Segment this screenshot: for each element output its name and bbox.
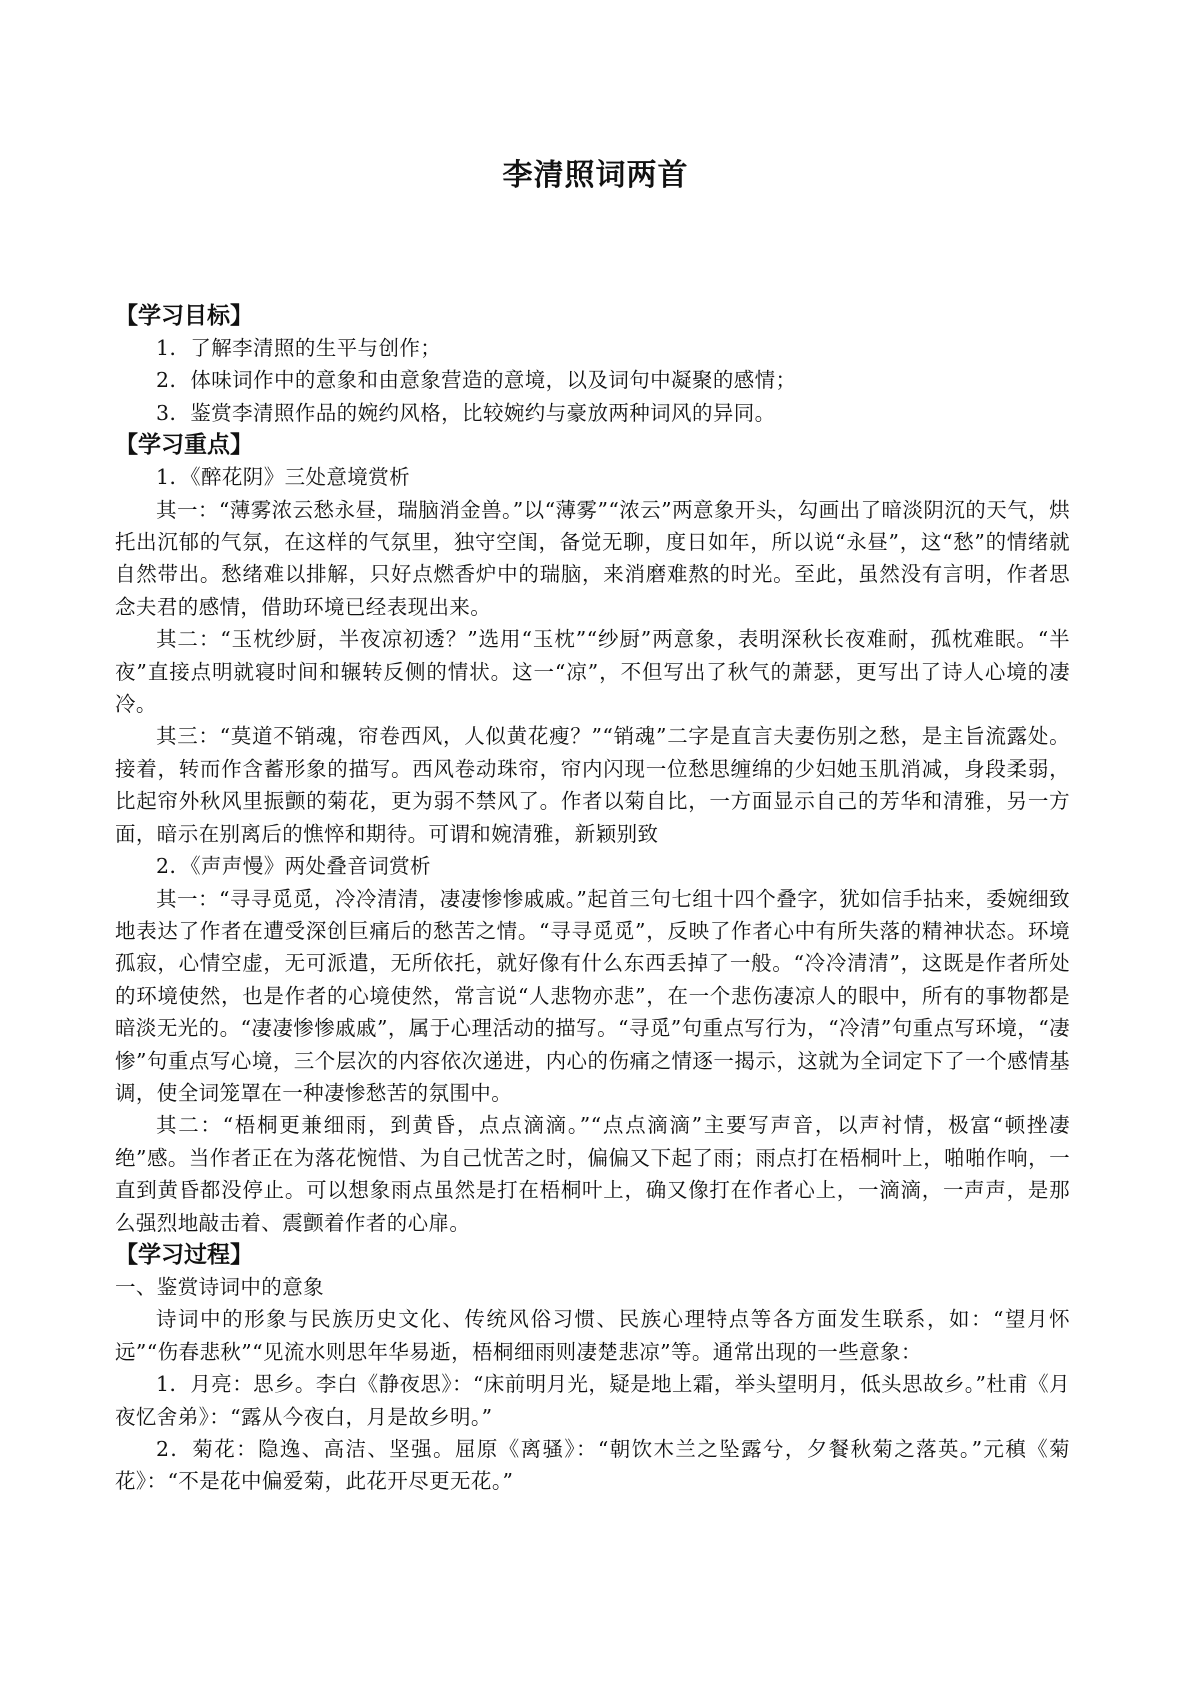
focus-paragraph: 其二：“玉枕纱厨，半夜凉初透？”选用“玉枕”“纱厨”两意象，表明深秋长夜难耐，孤枕难眠。“半夜”直接点明就寝时间和辗转反侧的情状。这一“凉”，不但写出了秋气的萧瑟，更写出了诗人心境的凄冷。 bbox=[115, 627, 1070, 717]
process-subheading-imagery: 一、鉴赏诗词中的意象 bbox=[115, 1274, 324, 1299]
process-paragraph: 诗词中的形象与民族历史文化、传统风俗习惯、民族心理特点等各方面发生联系，如：“望月怀远”“伤春悲秋”“见流水则思年华易逝，梧桐细雨则凄楚悲凉”等。通常出现的一些意象： bbox=[115, 1307, 1070, 1364]
focus-subheading-shengshengman: 2．《声声慢》两处叠音词赏析 bbox=[156, 854, 431, 879]
objective-item: 2．体味词作中的意象和由意象营造的意境，以及词句中凝聚的感情； bbox=[156, 368, 797, 393]
section-heading-focus: 【学习重点】 bbox=[115, 432, 253, 459]
section-heading-process: 【学习过程】 bbox=[115, 1241, 253, 1268]
objective-item: 3．鉴赏李清照作品的婉约风格，比较婉约与豪放两种词风的异同。 bbox=[156, 400, 776, 425]
section-heading-objectives: 【学习目标】 bbox=[115, 303, 253, 329]
process-paragraph: 2．菊花：隐逸、高洁、坚强。屈原《离骚》：“朝饮木兰之坠露兮，夕餐秋菊之落英。”元稹《菊花》：“不是花中偏爱菊，此花开尽更无花。” bbox=[115, 1437, 1070, 1494]
focus-paragraph: 其一：“寻寻觅觅，冷冷清清，凄凄惨惨戚戚。”起首三句七组十四个叠字，犹如信手拈来，委婉细致地表达了作者在遭受深创巨痛后的愁苦之情。“寻寻觅觅”，反映了作者心中有所失落的精神状态。环境孤寂，心情空虚，无可派遣，无所依托，就好像有什么东西丢掉了一般。“冷冷清清”，这既是作者所处的环境使然，也是作者的心境使然，常言说“人悲物亦悲”，在一个悲伤凄凉人的眼中，所有的事物都是暗淡无光的。“凄凄惨惨戚戚”，属于心理活动的描写。“寻觅”句重点写行为，“冷清”句重点写环境，“凄惨”句重点写心境，三个层次的内容依次递进，内心的伤痛之情逐一揭示，这就为全词定下了一个感情基调，使全词笼罩在一种凄惨愁苦的氛围中。 bbox=[115, 886, 1070, 1105]
focus-paragraph: 其三：“莫道不销魂，帘卷西风，人似黄花瘦？”“销魂”二字是直言夫妻伤别之愁，是主旨流露处。接着，转而作含蓄形象的描写。西风卷动珠帘，帘内闪现一位愁思缠绵的少妇她玉肌消减，身段柔弱，比起帘外秋风里振颤的菊花，更为弱不禁风了。作者以菊自比，一方面显示自己的芳华和清雅，另一方面，暗示在别离后的憔悴和期待。可谓和婉清雅，新颖别致 bbox=[115, 724, 1070, 846]
objective-item: 1．了解李清照的生平与创作； bbox=[156, 336, 442, 360]
process-paragraph: 1．月亮：思乡。李白《静夜思》：“床前明月光，疑是地上霜，举头望明月，低头思故乡。”杜甫《月夜忆舍弟》：“露从今夜白，月是故乡明。” bbox=[115, 1372, 1070, 1429]
focus-paragraph: 其一：“薄雾浓云愁永昼，瑞脑消金兽。”以“薄雾”“浓云”两意象开头，勾画出了暗淡阴沉的天气，烘托出沉郁的气氛，在这样的气氛里，独守空闺，备觉无聊，度日如年，所以说“永昼”，这“愁”的情绪就自然带出。愁绪难以排解，只好点燃香炉中的瑞脑，来消磨难熬的时光。至此，虽然没有言明，作者思念夫君的感情，借助环境已经表现出来。 bbox=[115, 497, 1070, 619]
document-body bbox=[115, 300, 1070, 1498]
focus-paragraph: 其二：“梧桐更兼细雨，到黄昏，点点滴滴。”“点点滴滴”主要写声音，以声衬情，极富“顿挫凄绝”感。当作者正在为落花惋惜、为自己忧苦之时，偏偏又下起了雨；雨点打在梧桐叶上，啪啪作响，一直到黄昏都没停止。可以想象雨点虽然是打在梧桐叶上，确又像打在作者心上，一滴滴，一声声，是那么强烈地敲击着、震颤着作者的心扉。 bbox=[115, 1113, 1070, 1235]
focus-subheading-zuihuayin: 1．《醉花阴》三处意境赏析 bbox=[156, 465, 410, 490]
page-title: 李清照词两首 bbox=[502, 158, 689, 193]
